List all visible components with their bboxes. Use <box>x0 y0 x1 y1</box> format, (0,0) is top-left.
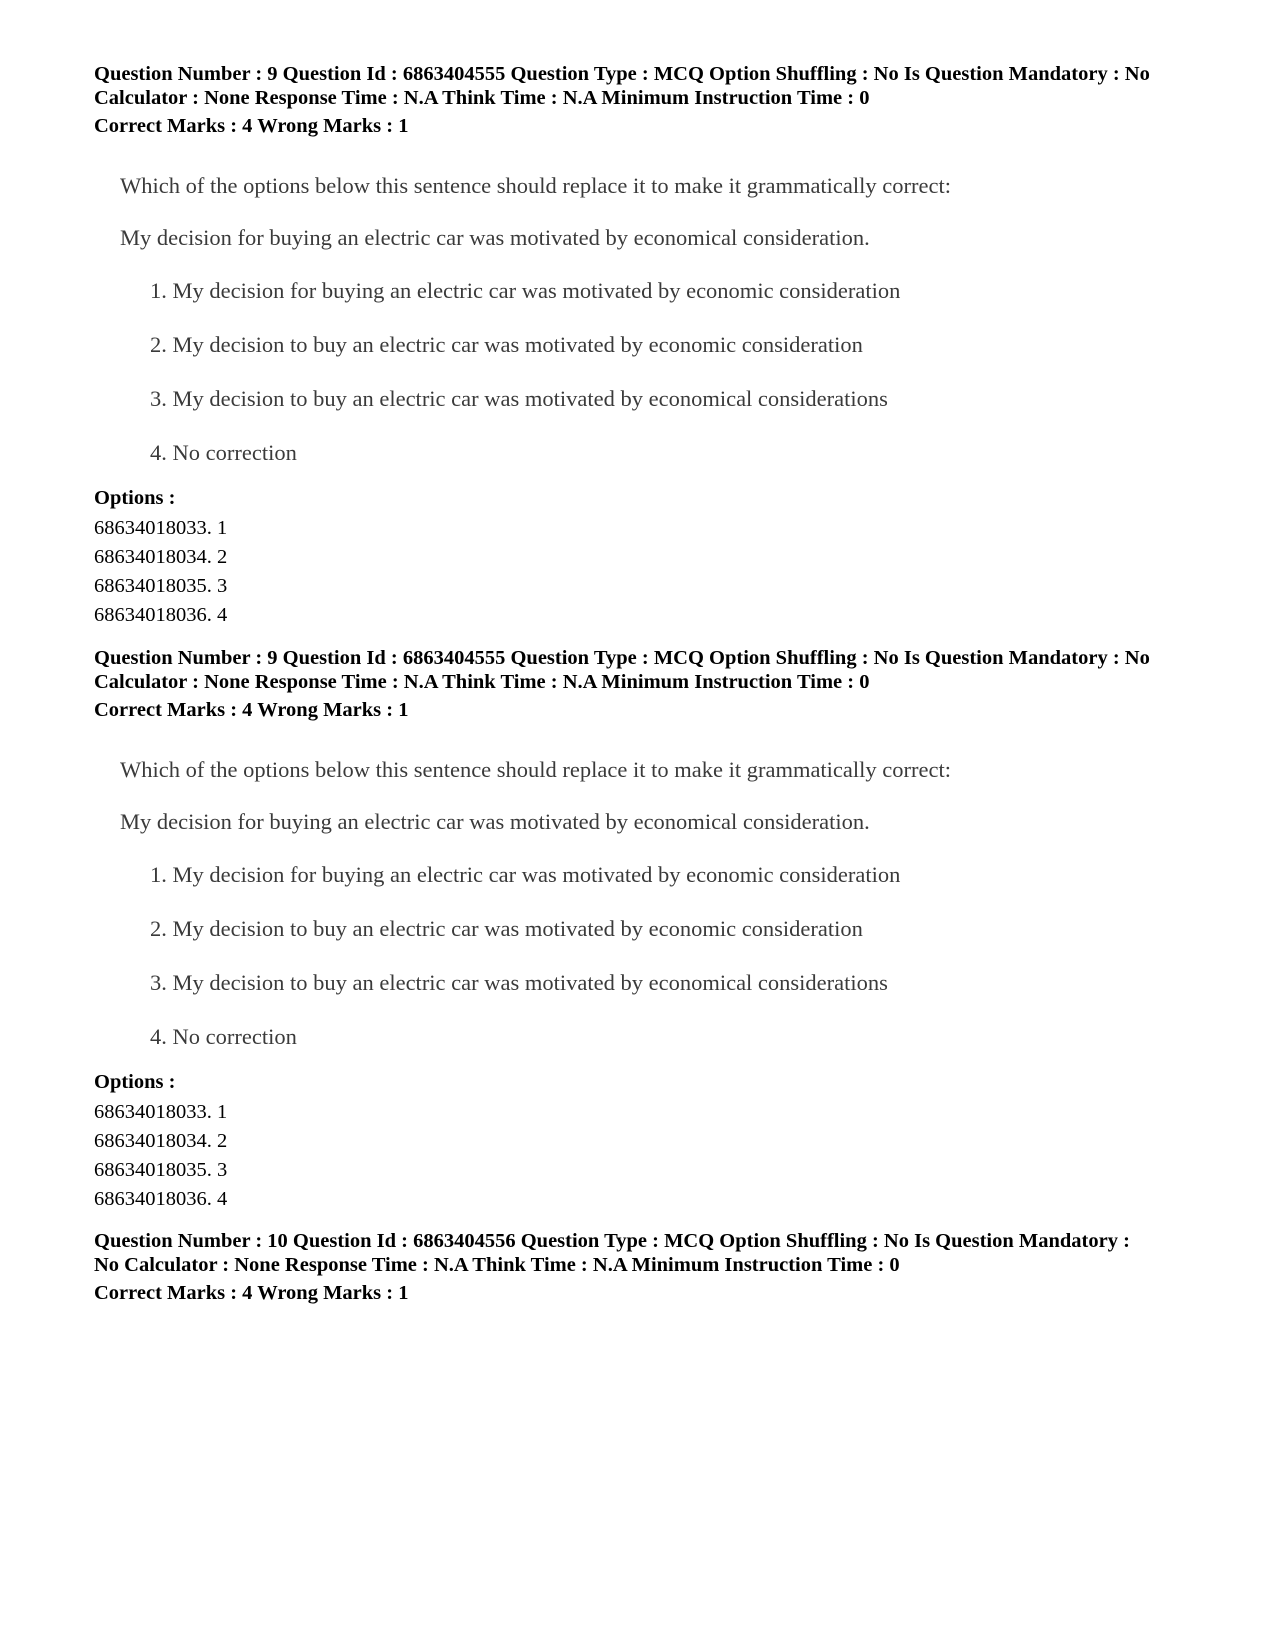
choice-1: 1. My decision for buying an electric car was motivated by economic consideration <box>150 862 901 887</box>
options-list <box>94 514 1194 630</box>
question-meta <box>94 62 1194 110</box>
question-marks: Correct Marks : 4 Wrong Marks : 1 <box>94 1282 409 1304</box>
choice-4: 4. No correction <box>150 440 297 465</box>
question-block-1 <box>94 62 1194 630</box>
question-block-3 <box>94 1229 1194 1305</box>
choice-3: 3. My decision to buy an electric car was motivated by economical considerations <box>150 386 888 411</box>
option-row: 68634018036. 4 <box>94 604 228 626</box>
question-body <box>120 160 1194 480</box>
question-prompt: Which of the options below this sentence should replace it to make it grammatically correct: <box>120 173 951 198</box>
option-row: 68634018035. 3 <box>94 1159 228 1181</box>
option-row: 68634018034. 2 <box>94 546 228 568</box>
choice-3: 3. My decision to buy an electric car was motivated by economical considerations <box>150 970 888 995</box>
question-meta-line-1: Question Number : 9 Question Id : 6863404555 Question Type : MCQ Option Shuffling : No Is Question Mandatory : No <box>94 63 1150 85</box>
option-row: 68634018033. 1 <box>94 517 228 539</box>
choice-1: 1. My decision for buying an electric car was motivated by economic consideration <box>150 278 901 303</box>
option-row: 68634018033. 1 <box>94 1101 228 1123</box>
options-label: Options : <box>94 1071 176 1093</box>
options-list <box>94 1098 1194 1214</box>
choice-4: 4. No correction <box>150 1024 297 1049</box>
question-meta <box>94 646 1194 694</box>
question-marks: Correct Marks : 4 Wrong Marks : 1 <box>94 115 409 137</box>
question-meta-line-1: Question Number : 10 Question Id : 6863404556 Question Type : MCQ Option Shuffling : No Is Question Mandatory : <box>94 1230 1130 1252</box>
question-prompt: Which of the options below this sentence should replace it to make it grammatically correct: <box>120 757 951 782</box>
question-meta-line-1: Question Number : 9 Question Id : 6863404555 Question Type : MCQ Option Shuffling : No Is Question Mandatory : No <box>94 647 1150 669</box>
question-meta-line-2: No Calculator : None Response Time : N.A Think Time : N.A Minimum Instruction Time : 0 <box>94 1254 900 1276</box>
question-meta <box>94 1229 1194 1277</box>
question-meta-line-2: Calculator : None Response Time : N.A Think Time : N.A Minimum Instruction Time : 0 <box>94 87 870 109</box>
option-row: 68634018036. 4 <box>94 1188 228 1210</box>
question-marks: Correct Marks : 4 Wrong Marks : 1 <box>94 699 409 721</box>
choice-2: 2. My decision to buy an electric car was motivated by economic consideration <box>150 916 863 941</box>
option-row: 68634018034. 2 <box>94 1130 228 1152</box>
question-body <box>120 744 1194 1064</box>
options-label: Options : <box>94 487 176 509</box>
question-block-2 <box>94 646 1194 1214</box>
question-sentence: My decision for buying an electric car was motivated by economical consideration. <box>120 225 870 250</box>
question-meta-line-2: Calculator : None Response Time : N.A Think Time : N.A Minimum Instruction Time : 0 <box>94 671 870 693</box>
question-sentence: My decision for buying an electric car was motivated by economical consideration. <box>120 809 870 834</box>
choice-2: 2. My decision to buy an electric car was motivated by economic consideration <box>150 332 863 357</box>
option-row: 68634018035. 3 <box>94 575 228 597</box>
